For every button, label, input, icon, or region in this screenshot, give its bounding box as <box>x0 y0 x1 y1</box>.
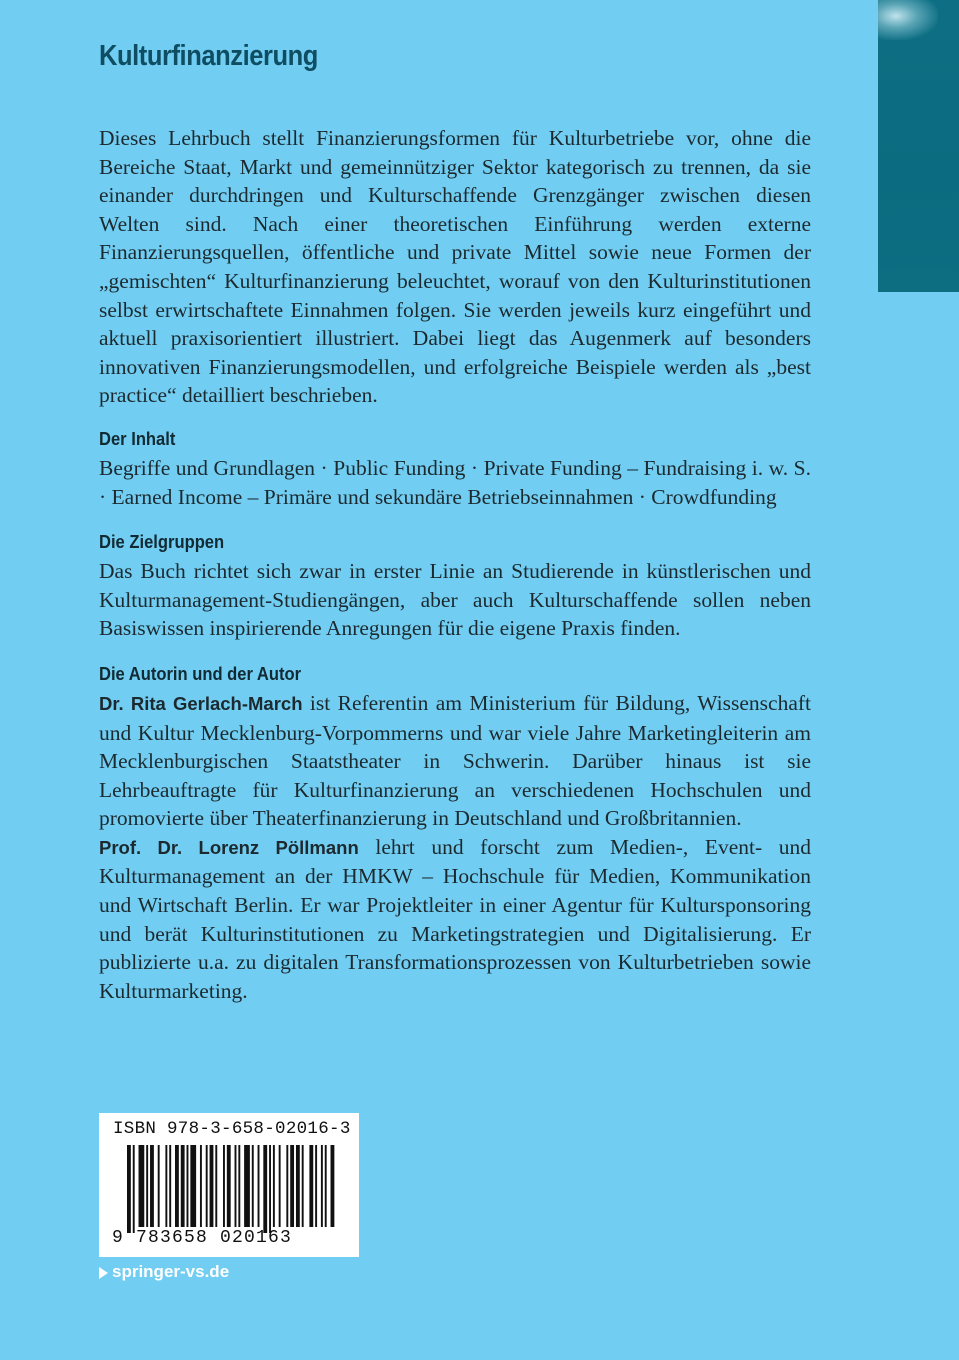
barcode-bar <box>235 1145 237 1227</box>
publisher-url: springer-vs.de <box>112 1262 230 1281</box>
barcode-bar <box>175 1145 179 1227</box>
barcode-bar <box>244 1145 250 1227</box>
barcode-bar <box>139 1145 145 1227</box>
cover-accent-image <box>878 0 938 40</box>
publisher-link[interactable] <box>99 1262 229 1282</box>
barcode-bar <box>187 1145 189 1227</box>
barcode-bar <box>286 1145 288 1227</box>
authors-heading: Die Autorin und der Autor <box>99 663 302 684</box>
barcode-bar <box>200 1145 202 1227</box>
author2-name: Prof. Dr. Lorenz Pöllmann <box>99 836 359 858</box>
barcode-bar <box>315 1145 317 1227</box>
barcode-bar <box>252 1145 254 1227</box>
cover-accent-band <box>878 0 959 292</box>
barcode-bar <box>215 1145 217 1227</box>
contents-heading: Der Inhalt <box>99 428 176 449</box>
book-title: Kulturfinanzierung <box>99 40 318 72</box>
barcode-bar <box>150 1145 154 1227</box>
barcode-bar <box>133 1145 135 1233</box>
barcode-bar <box>309 1145 313 1227</box>
barcode-bar <box>206 1145 208 1227</box>
contents-paragraph: Begriffe und Grundlagen · Public Funding · Private Funding – Fundraising i. w. S. · Earned Income – Primäre und sekundäre Betriebseinnahmen · Crowdfunding <box>99 455 811 509</box>
barcode-bar <box>321 1145 323 1227</box>
isbn-barcode <box>99 1113 359 1257</box>
audience-paragraph: Das Buch richtet sich zwar in erster Linie an Studierende in künstlerischen und Kulturmanagement-Studiengängen, aber auch Kulturschaffende sollen neben Basiswissen inspirierende Anregungen für die eigene Praxis finden. <box>99 559 811 641</box>
back-cover-text <box>99 124 811 1005</box>
barcode-bar <box>302 1145 304 1227</box>
barcode-bar <box>165 1145 167 1227</box>
barcode-bar <box>210 1145 214 1227</box>
barcode-bar <box>279 1145 281 1227</box>
barcode-bar <box>169 1145 171 1227</box>
author1-name: Dr. Rita Gerlach-March <box>99 692 303 714</box>
barcode-bar <box>325 1145 327 1227</box>
barcode-bar <box>158 1145 160 1227</box>
isbn-label: ISBN 978-3-658-02016-3 <box>113 1119 351 1139</box>
barcode-bar <box>269 1145 271 1233</box>
barcode-bar <box>227 1145 231 1227</box>
barcode-bar <box>223 1145 225 1227</box>
barcode-bar <box>127 1145 131 1233</box>
barcode-bar <box>296 1145 300 1227</box>
barcode-bar <box>290 1145 294 1227</box>
arrow-right-icon <box>99 1267 108 1279</box>
barcode-bar <box>263 1145 267 1233</box>
audience-heading: Die Zielgruppen <box>99 532 225 553</box>
barcode-bar <box>181 1145 185 1227</box>
author2-bio <box>99 833 811 1006</box>
author1-bio <box>99 689 811 833</box>
barcode-bar <box>190 1145 196 1227</box>
barcode-bar <box>146 1145 148 1227</box>
author1-text: ist Referentin am Ministerium für Bildung, Wissenschaft und Kultur Mecklenburg-Vorpommerns und war viele Jahre Marketingleiterin am Mecklenburgischen Staatstheater in Schwerin. Darüber hinaus ist sie Lehrbeauftragte für Kulturfinanzierung an verschiedenen Hochschulen und promovierte über Theaterfinanzierung in Deutschland und Großbritannien. <box>99 690 811 831</box>
barcode-bar <box>331 1145 335 1227</box>
author2-text: lehrt und forscht zum Medien-, Event- und Kulturmanagement an der HMKW – Hochschule für Medien, Kommunikation und Wirtschaft Berlin. Er war Projektleiter in einer Agentur für Kultursponsoring und berät Kulturinstitutionen zu Marketingstrategien und Digitalisierung. Er publizierte u.a. zu digitalen Transformationsprozessen von Kulturbetrieben sowie Kulturmarketing. <box>99 834 811 1003</box>
barcode-digits: 9 783658 020163 <box>112 1228 293 1248</box>
barcode-bar <box>258 1145 260 1227</box>
barcode-bar <box>273 1145 275 1227</box>
intro-paragraph: Dieses Lehrbuch stellt Finanzierungsformen für Kulturbetriebe vor, ohne die Bereiche Staat, Markt und gemeinnütziger Sektor kategorisch zu trennen, da sie einander durchdringen und Kulturschaffende Grenzgänger zwischen diesen Welten sind. Nach einer theoretischen Einführung werden externe Finanzierungsquellen, öffentliche und private Mittel sowie neue Formen der „gemischten“ Kulturfinanzierung beleuchtet, worauf von den Kulturinstitutionen selbst erwirtschaftete Einnahmen folgen. Sie werden jeweils kurz eingeführt und aktuell praxisorientiert illustriert. Dabei liegt das Augenmerk auf besonders innovativen Finanzierungsmodellen, und erfolgreiche Beispiele werden als „best practice“ detailliert beschrieben. <box>99 126 811 408</box>
barcode-bar <box>238 1145 240 1227</box>
